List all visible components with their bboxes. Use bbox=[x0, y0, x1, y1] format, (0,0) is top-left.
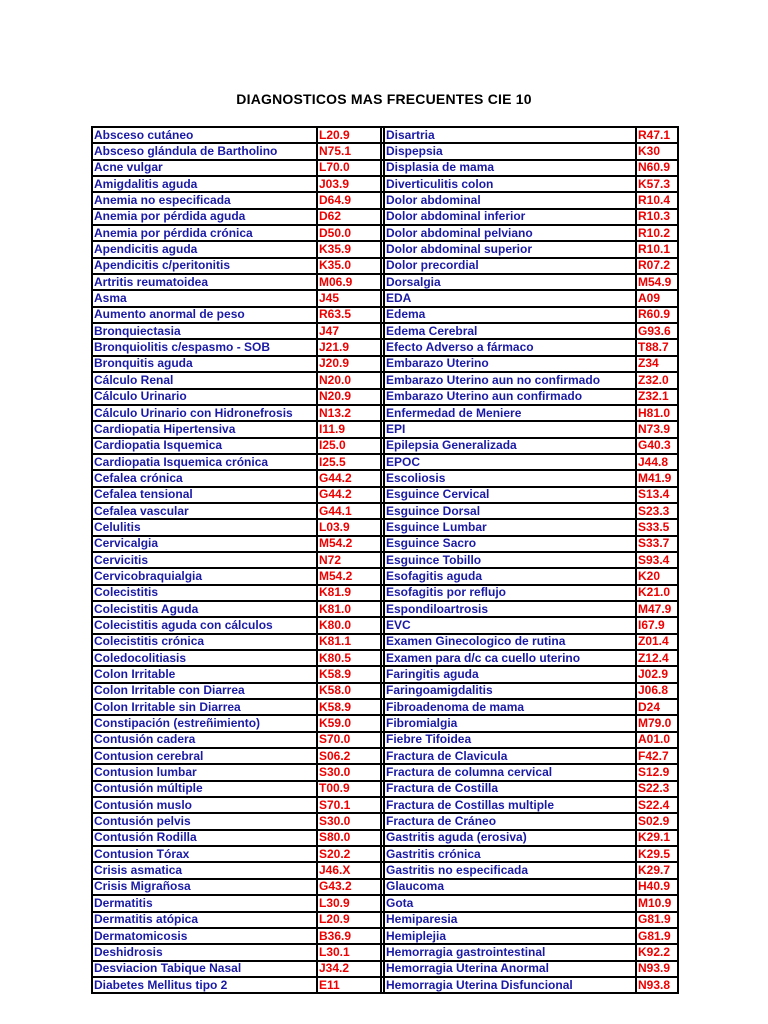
cie10-code: N93.8 bbox=[636, 977, 678, 993]
diagnosis-name: Colon Irritable sin Diarrea bbox=[92, 699, 317, 715]
cie10-code: K58.9 bbox=[317, 666, 381, 682]
cie10-code: L30.1 bbox=[317, 944, 381, 960]
table-row bbox=[92, 438, 678, 454]
diagnosis-name: Asma bbox=[92, 290, 317, 306]
diagnosis-name: Deshidrosis bbox=[92, 944, 317, 960]
cie10-code: S22.4 bbox=[636, 797, 678, 813]
diagnosis-name: Esguince Tobillo bbox=[384, 552, 636, 568]
cie10-code: J06.8 bbox=[636, 683, 678, 699]
table-row bbox=[92, 699, 678, 715]
diagnosis-name: Cefalea tensional bbox=[92, 487, 317, 503]
cie10-code: T88.7 bbox=[636, 339, 678, 355]
table-row bbox=[92, 764, 678, 780]
cie10-code: D62 bbox=[317, 209, 381, 225]
table-row bbox=[92, 895, 678, 911]
diagnosis-name: Celulitis bbox=[92, 519, 317, 535]
table-row bbox=[92, 666, 678, 682]
diagnosis-name: Gastritis no especificada bbox=[384, 862, 636, 878]
table-row bbox=[92, 879, 678, 895]
table-row bbox=[92, 372, 678, 388]
cie10-code: S23.3 bbox=[636, 503, 678, 519]
cie10-code: S06.2 bbox=[317, 748, 381, 764]
diagnosis-name: Dolor abdominal pelviano bbox=[384, 225, 636, 241]
table-row bbox=[92, 928, 678, 944]
cie10-code: M06.9 bbox=[317, 274, 381, 290]
table-row bbox=[92, 127, 678, 143]
table-row bbox=[92, 601, 678, 617]
diagnosis-name: Hemorragia Uterina Disfuncional bbox=[384, 977, 636, 993]
table-row bbox=[92, 961, 678, 977]
cie10-code: J44.8 bbox=[636, 454, 678, 470]
diagnosis-name: EPOC bbox=[384, 454, 636, 470]
cie10-code: N93.9 bbox=[636, 961, 678, 977]
cie10-code: K29.5 bbox=[636, 846, 678, 862]
cie10-code: N73.9 bbox=[636, 421, 678, 437]
table-row bbox=[92, 536, 678, 552]
cie10-code: K81.9 bbox=[317, 585, 381, 601]
diagnosis-name: Embarazo Uterino aun confirmado bbox=[384, 389, 636, 405]
cie10-code: S30.0 bbox=[317, 813, 381, 829]
diagnosis-name: Fiebre Tifoidea bbox=[384, 732, 636, 748]
cie10-code: K81.1 bbox=[317, 634, 381, 650]
cie10-code: N20.9 bbox=[317, 389, 381, 405]
table-row bbox=[92, 143, 678, 159]
cie10-code: R10.1 bbox=[636, 241, 678, 257]
cie10-code: R60.9 bbox=[636, 307, 678, 323]
cie10-code: S30.0 bbox=[317, 764, 381, 780]
diagnosis-name: Esguince Dorsal bbox=[384, 503, 636, 519]
diagnosis-name: Examen para d/c ca cuello uterino bbox=[384, 650, 636, 666]
cie10-code: M54.9 bbox=[636, 274, 678, 290]
diagnosis-name: Colecistitis Aguda bbox=[92, 601, 317, 617]
diagnosis-name: Crisis Migrañosa bbox=[92, 879, 317, 895]
cie10-code: J46.X bbox=[317, 862, 381, 878]
cie10-code: G44.1 bbox=[317, 503, 381, 519]
diagnosis-name: Edema Cerebral bbox=[384, 323, 636, 339]
diagnosis-name: Examen Ginecologico de rutina bbox=[384, 634, 636, 650]
cie10-code: G81.9 bbox=[636, 928, 678, 944]
cie10-code: N75.1 bbox=[317, 143, 381, 159]
diagnosis-name: Anemia no especificada bbox=[92, 192, 317, 208]
diagnosis-name: Cefalea vascular bbox=[92, 503, 317, 519]
cie10-code: F42.7 bbox=[636, 748, 678, 764]
diagnosis-name: Colecistitis bbox=[92, 585, 317, 601]
cie10-code: I25.0 bbox=[317, 438, 381, 454]
table-row bbox=[92, 748, 678, 764]
cie10-code: Z34 bbox=[636, 356, 678, 372]
table-row bbox=[92, 830, 678, 846]
cie10-code: S22.3 bbox=[636, 781, 678, 797]
table-row bbox=[92, 192, 678, 208]
cie10-code: Z12.4 bbox=[636, 650, 678, 666]
diagnosis-name: Fibromialgia bbox=[384, 715, 636, 731]
cie10-code: L70.0 bbox=[317, 160, 381, 176]
diagnosis-name: Disartria bbox=[384, 127, 636, 143]
diagnosis-table bbox=[91, 126, 679, 994]
diagnosis-name: Contusión Rodilla bbox=[92, 830, 317, 846]
diagnosis-name: Contusión pelvis bbox=[92, 813, 317, 829]
diagnosis-name: Gastritis aguda (erosiva) bbox=[384, 830, 636, 846]
diagnosis-name: Contusión cadera bbox=[92, 732, 317, 748]
cie10-code: I67.9 bbox=[636, 617, 678, 633]
cie10-code: E11 bbox=[317, 977, 381, 993]
cie10-code: J03.9 bbox=[317, 176, 381, 192]
cie10-code: K29.7 bbox=[636, 862, 678, 878]
table-row bbox=[92, 862, 678, 878]
diagnosis-name: Cervicalgia bbox=[92, 536, 317, 552]
diagnosis-name: Colon Irritable bbox=[92, 666, 317, 682]
diagnosis-name: Esguince Sacro bbox=[384, 536, 636, 552]
table-row bbox=[92, 715, 678, 731]
diagnosis-name: Dolor abdominal inferior bbox=[384, 209, 636, 225]
diagnosis-name: Dolor abdominal bbox=[384, 192, 636, 208]
diagnosis-name: Contusion lumbar bbox=[92, 764, 317, 780]
table-row bbox=[92, 356, 678, 372]
diagnosis-name: Faringitis aguda bbox=[384, 666, 636, 682]
diagnosis-name: Cardiopatia Hipertensiva bbox=[92, 421, 317, 437]
diagnosis-name: Bronquiectasia bbox=[92, 323, 317, 339]
cie10-code: G40.3 bbox=[636, 438, 678, 454]
diagnosis-name: Fractura de Costilla bbox=[384, 781, 636, 797]
diagnosis-name: Dermatitis atópica bbox=[92, 912, 317, 928]
diagnosis-name: Glaucoma bbox=[384, 879, 636, 895]
cie10-code: J02.9 bbox=[636, 666, 678, 682]
diagnosis-name: Esofagitis por reflujo bbox=[384, 585, 636, 601]
diagnosis-name: Efecto Adverso a fármaco bbox=[384, 339, 636, 355]
cie10-code: S70.1 bbox=[317, 797, 381, 813]
table-row bbox=[92, 585, 678, 601]
table-row bbox=[92, 568, 678, 584]
table-row bbox=[92, 421, 678, 437]
cie10-code: S70.0 bbox=[317, 732, 381, 748]
cie10-code: G93.6 bbox=[636, 323, 678, 339]
cie10-code: A01.0 bbox=[636, 732, 678, 748]
cie10-code: S20.2 bbox=[317, 846, 381, 862]
cie10-code: A09 bbox=[636, 290, 678, 306]
cie10-code: Z32.1 bbox=[636, 389, 678, 405]
cie10-code: M41.9 bbox=[636, 470, 678, 486]
table-row bbox=[92, 732, 678, 748]
table-row bbox=[92, 454, 678, 470]
cie10-code: N13.2 bbox=[317, 405, 381, 421]
cie10-code: R10.4 bbox=[636, 192, 678, 208]
diagnosis-name: Escoliosis bbox=[384, 470, 636, 486]
table-row bbox=[92, 258, 678, 274]
diagnosis-name: Amigdalitis aguda bbox=[92, 176, 317, 192]
table-row bbox=[92, 405, 678, 421]
cie10-code: I11.9 bbox=[317, 421, 381, 437]
diagnosis-name: Espondiloartrosis bbox=[384, 601, 636, 617]
table-row bbox=[92, 290, 678, 306]
diagnosis-name: Absceso glándula de Bartholino bbox=[92, 143, 317, 159]
diagnosis-name: Cervicitis bbox=[92, 552, 317, 568]
diagnosis-name: EPI bbox=[384, 421, 636, 437]
table-row bbox=[92, 339, 678, 355]
diagnosis-name: Bronquitis aguda bbox=[92, 356, 317, 372]
cie10-code: M10.9 bbox=[636, 895, 678, 911]
diagnosis-name: Gastritis crónica bbox=[384, 846, 636, 862]
cie10-code: K81.0 bbox=[317, 601, 381, 617]
cie10-code: M79.0 bbox=[636, 715, 678, 731]
cie10-code: S33.7 bbox=[636, 536, 678, 552]
diagnosis-name: Dolor abdominal superior bbox=[384, 241, 636, 257]
cie10-code: I25.5 bbox=[317, 454, 381, 470]
diagnosis-name: Cervicobraquialgia bbox=[92, 568, 317, 584]
cie10-code: L03.9 bbox=[317, 519, 381, 535]
cie10-code: K80.0 bbox=[317, 617, 381, 633]
table-row bbox=[92, 519, 678, 535]
diagnosis-name: Colecistitis crónica bbox=[92, 634, 317, 650]
cie10-code: K58.0 bbox=[317, 683, 381, 699]
cie10-code: G43.2 bbox=[317, 879, 381, 895]
table-row bbox=[92, 389, 678, 405]
diagnosis-name: Dermatitis bbox=[92, 895, 317, 911]
cie10-code: D64.9 bbox=[317, 192, 381, 208]
diagnosis-name: Cálculo Urinario con Hidronefrosis bbox=[92, 405, 317, 421]
diagnosis-name: Acne vulgar bbox=[92, 160, 317, 176]
cie10-code: K29.1 bbox=[636, 830, 678, 846]
diagnosis-name: Colecistitis aguda con cálculos bbox=[92, 617, 317, 633]
diagnosis-name: Contusión muslo bbox=[92, 797, 317, 813]
diagnosis-name: EDA bbox=[384, 290, 636, 306]
table-row bbox=[92, 225, 678, 241]
page-title: DIAGNOSTICOS MAS FRECUENTES CIE 10 bbox=[236, 91, 532, 107]
cie10-code: J47 bbox=[317, 323, 381, 339]
diagnosis-name: Constipación (estreñimiento) bbox=[92, 715, 317, 731]
table-row bbox=[92, 683, 678, 699]
diagnosis-name: Artritis reumatoidea bbox=[92, 274, 317, 290]
table-row bbox=[92, 797, 678, 813]
cie10-code: B36.9 bbox=[317, 928, 381, 944]
diagnosis-name: Anemia por pérdida aguda bbox=[92, 209, 317, 225]
cie10-code: H81.0 bbox=[636, 405, 678, 421]
cie10-code: N20.0 bbox=[317, 372, 381, 388]
table-row bbox=[92, 846, 678, 862]
cie10-code: K80.5 bbox=[317, 650, 381, 666]
cie10-code: M54.2 bbox=[317, 536, 381, 552]
diagnosis-name: Absceso cutáneo bbox=[92, 127, 317, 143]
diagnosis-name: Fractura de Costillas multiple bbox=[384, 797, 636, 813]
diagnosis-name: Esofagitis aguda bbox=[384, 568, 636, 584]
diagnosis-name: Hemorragia Uterina Anormal bbox=[384, 961, 636, 977]
table-row bbox=[92, 617, 678, 633]
cie10-code: J34.2 bbox=[317, 961, 381, 977]
cie10-code: S02.9 bbox=[636, 813, 678, 829]
diagnosis-name: Bronquiolitis c/espasmo - SOB bbox=[92, 339, 317, 355]
cie10-code: N60.9 bbox=[636, 160, 678, 176]
table-row bbox=[92, 552, 678, 568]
cie10-code: G44.2 bbox=[317, 470, 381, 486]
cie10-code: K35.0 bbox=[317, 258, 381, 274]
cie10-code: J20.9 bbox=[317, 356, 381, 372]
diagnosis-name: Contusion Tórax bbox=[92, 846, 317, 862]
cie10-code: K21.0 bbox=[636, 585, 678, 601]
cie10-code: M47.9 bbox=[636, 601, 678, 617]
diagnosis-name: Hemiplejia bbox=[384, 928, 636, 944]
diagnosis-name: Apendicitis c/peritonitis bbox=[92, 258, 317, 274]
diagnosis-name: Hemorragia gastrointestinal bbox=[384, 944, 636, 960]
cie10-code: R63.5 bbox=[317, 307, 381, 323]
cie10-code: S93.4 bbox=[636, 552, 678, 568]
diagnosis-name: Cálculo Urinario bbox=[92, 389, 317, 405]
diagnosis-name: Cálculo Renal bbox=[92, 372, 317, 388]
cie10-code: R47.1 bbox=[636, 127, 678, 143]
cie10-code: K30 bbox=[636, 143, 678, 159]
cie10-code: S12.9 bbox=[636, 764, 678, 780]
diagnosis-name: Desviacion Tabique Nasal bbox=[92, 961, 317, 977]
cie10-code: R10.2 bbox=[636, 225, 678, 241]
diagnosis-name: Esguince Cervical bbox=[384, 487, 636, 503]
cie10-code: L20.9 bbox=[317, 912, 381, 928]
table-row bbox=[92, 977, 678, 993]
cie10-code: H40.9 bbox=[636, 879, 678, 895]
cie10-code: J21.9 bbox=[317, 339, 381, 355]
cie10-code: K92.2 bbox=[636, 944, 678, 960]
diagnosis-name: Hemiparesia bbox=[384, 912, 636, 928]
table-row bbox=[92, 912, 678, 928]
table-row bbox=[92, 176, 678, 192]
cie10-code: N72 bbox=[317, 552, 381, 568]
diagnosis-name: Enfermedad de Meniere bbox=[384, 405, 636, 421]
diagnosis-name: Dermatomicosis bbox=[92, 928, 317, 944]
table-row bbox=[92, 781, 678, 797]
cie10-code: R10.3 bbox=[636, 209, 678, 225]
diagnosis-name: Fractura de columna cervical bbox=[384, 764, 636, 780]
diagnosis-name: Cardiopatia Isquemica crónica bbox=[92, 454, 317, 470]
diagnosis-name: Displasia de mama bbox=[384, 160, 636, 176]
cie10-code: K57.3 bbox=[636, 176, 678, 192]
cie10-code: Z01.4 bbox=[636, 634, 678, 650]
diagnosis-name: Colon Irritable con Diarrea bbox=[92, 683, 317, 699]
diagnosis-name: Crisis asmatica bbox=[92, 862, 317, 878]
cie10-code: K59.0 bbox=[317, 715, 381, 731]
cie10-code: G81.9 bbox=[636, 912, 678, 928]
diagnosis-name: Epilepsia Generalizada bbox=[384, 438, 636, 454]
diagnosis-name: Gota bbox=[384, 895, 636, 911]
cie10-code: T00.9 bbox=[317, 781, 381, 797]
diagnosis-name: Edema bbox=[384, 307, 636, 323]
cie10-code: M54.2 bbox=[317, 568, 381, 584]
cie10-code: G44.2 bbox=[317, 487, 381, 503]
diagnosis-name: Diverticulitis colon bbox=[384, 176, 636, 192]
cie10-code: K58.9 bbox=[317, 699, 381, 715]
table-row bbox=[92, 470, 678, 486]
diagnosis-name: Contusión múltiple bbox=[92, 781, 317, 797]
table-row bbox=[92, 944, 678, 960]
diagnosis-name: Aumento anormal de peso bbox=[92, 307, 317, 323]
cie10-code: D50.0 bbox=[317, 225, 381, 241]
diagnosis-name: Cefalea crónica bbox=[92, 470, 317, 486]
table-row bbox=[92, 274, 678, 290]
cie10-code: S80.0 bbox=[317, 830, 381, 846]
diagnosis-name: EVC bbox=[384, 617, 636, 633]
diagnosis-name: Contusion cerebral bbox=[92, 748, 317, 764]
cie10-code: Z32.0 bbox=[636, 372, 678, 388]
diagnosis-name: Fractura de Cráneo bbox=[384, 813, 636, 829]
diagnosis-name: Apendicitis aguda bbox=[92, 241, 317, 257]
diagnosis-name: Dorsalgia bbox=[384, 274, 636, 290]
cie10-code: R07.2 bbox=[636, 258, 678, 274]
table-row bbox=[92, 209, 678, 225]
table-row bbox=[92, 307, 678, 323]
table-row bbox=[92, 487, 678, 503]
cie10-code: S13.4 bbox=[636, 487, 678, 503]
table-row bbox=[92, 650, 678, 666]
cie10-code: L20.9 bbox=[317, 127, 381, 143]
diagnosis-name: Coledocolitiasis bbox=[92, 650, 317, 666]
cie10-code: S33.5 bbox=[636, 519, 678, 535]
diagnosis-name: Dispepsia bbox=[384, 143, 636, 159]
diagnosis-name: Fractura de Clavicula bbox=[384, 748, 636, 764]
diagnosis-name: Esguince Lumbar bbox=[384, 519, 636, 535]
diagnosis-name: Embarazo Uterino bbox=[384, 356, 636, 372]
table-row bbox=[92, 634, 678, 650]
diagnosis-name: Faringoamigdalitis bbox=[384, 683, 636, 699]
cie10-code: K20 bbox=[636, 568, 678, 584]
diagnosis-name: Embarazo Uterino aun no confirmado bbox=[384, 372, 636, 388]
table-row bbox=[92, 241, 678, 257]
cie10-code: K35.9 bbox=[317, 241, 381, 257]
cie10-code: D24 bbox=[636, 699, 678, 715]
cie10-code: J45 bbox=[317, 290, 381, 306]
table-row bbox=[92, 323, 678, 339]
table-row bbox=[92, 813, 678, 829]
diagnosis-name: Dolor precordial bbox=[384, 258, 636, 274]
diagnosis-name: Cardiopatia Isquemica bbox=[92, 438, 317, 454]
diagnosis-name: Fibroadenoma de mama bbox=[384, 699, 636, 715]
diagnosis-name: Anemia por pérdida crónica bbox=[92, 225, 317, 241]
diagnosis-name: Diabetes Mellitus tipo 2 bbox=[92, 977, 317, 993]
table-row bbox=[92, 503, 678, 519]
cie10-code: L30.9 bbox=[317, 895, 381, 911]
table-row bbox=[92, 160, 678, 176]
